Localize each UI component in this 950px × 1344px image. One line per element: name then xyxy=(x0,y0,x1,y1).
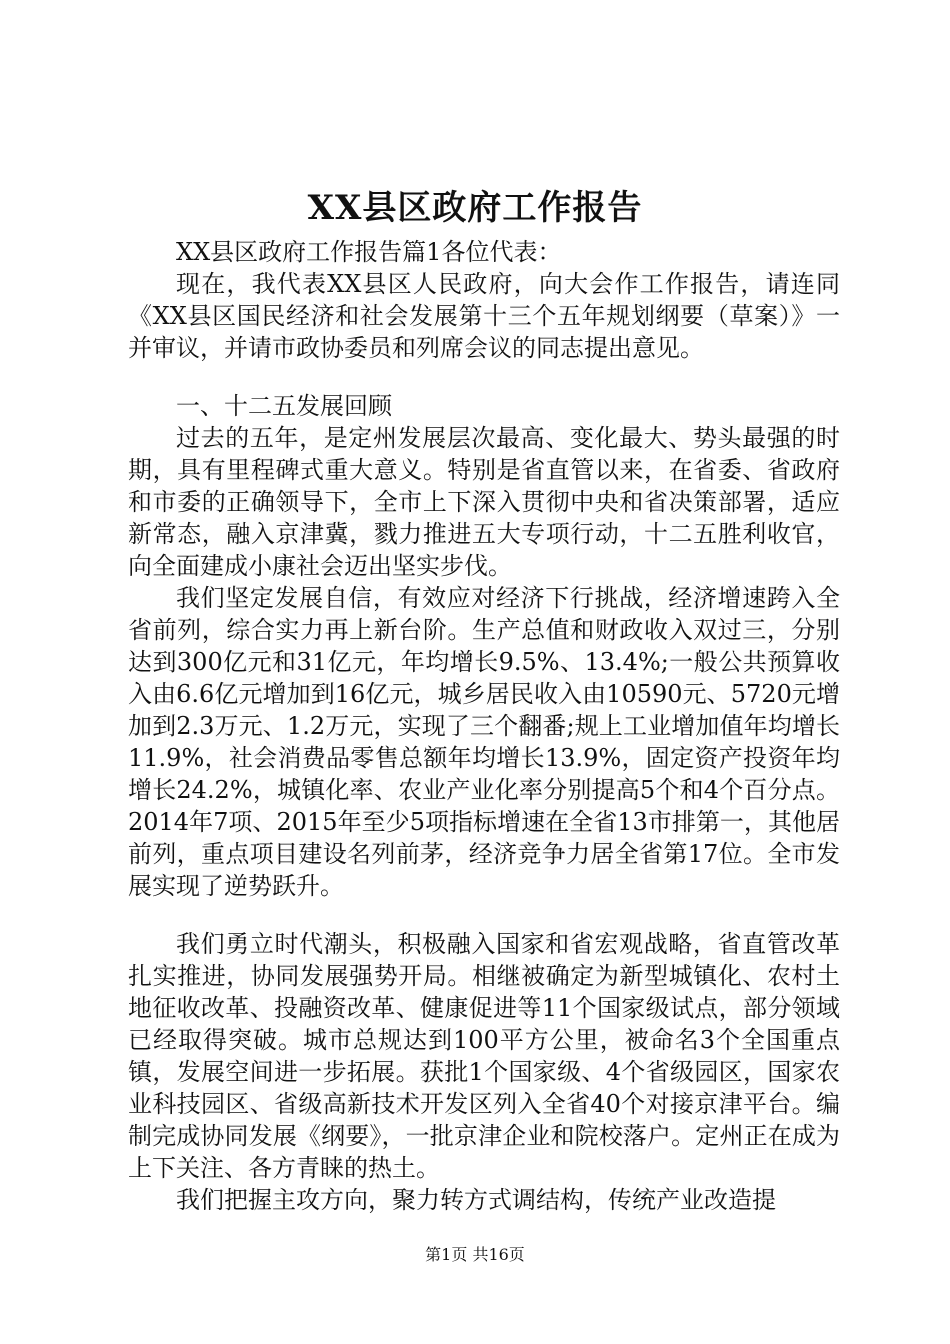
paragraph-transformation: 我们把握主攻方向，聚力转方式调结构，传统产业改造提 xyxy=(176,1186,776,1214)
paragraph-review: 过去的五年，是定州发展层次最高、变化最大、势头最强的时期，具有里程碑式重大意义。特别是省直管以来，在省委、省政府和市委的正确领导下，全市上下深入贯彻中央和省决策部署，适应新常态，融入京津冀，戮力推进五大专项行动，十二五胜利收官，向全面建成小康社会迈出坚实步伐。 xyxy=(128,424,840,580)
paragraph-intro: 现在，我代表XX县区人民政府，向大会作工作报告，请连同《XX县区国民经济和社会发展第十三个五年规划纲要（草案）》一并审议，并请市政协委员和列席会议的同志提出意见。 xyxy=(128,270,840,362)
document-title: XX县区政府工作报告 xyxy=(307,188,643,228)
paragraph-greeting: XX县区政府工作报告篇1各位代表： xyxy=(176,238,562,266)
section-heading: 一、十二五发展回顾 xyxy=(176,392,392,420)
paragraph-economy: 我们坚定发展自信，有效应对经济下行挑战，经济增速跨入全省前列，综合实力再上新台阶。生产总值和财政收入双过三，分别达到300亿元和31亿元，年均增长9.5%、13.4%;一般公共预算收入由6.6亿元增加到16亿元，城乡居民收入由10590元、5720元增加到2.3万元、1.2万元，实现了三个翻番;规上工业增加值年均增长11.9%，社会消费品零售总额年均增长13.9%，固定资产投资年均增长24.2%，城镇化率、农业产业化率分别提高5个和4个百分点。2014年7项、2015年至少5项指标增速在全省13市排第一，其他居前列，重点项目建设名列前茅，经济竞争力居全省第17位。全市发展实现了逆势跃升。 xyxy=(128,584,840,900)
page-footer: 第1页 共16页 xyxy=(425,1245,525,1264)
paragraph-strategy: 我们勇立时代潮头，积极融入国家和省宏观战略，省直管改革扎实推进，协同发展强势开局。相继被确定为新型城镇化、农村土地征收改革、投融资改革、健康促进等11个国家级试点，部分领域已经取得突破。城市总规达到100平方公里，被命名3个全国重点镇，发展空间进一步拓展。获批1个国家级、4个省级园区，国家农业科技园区、省级高新技术开发区列入全省40个对接京津平台。编制完成协同发展《纲要》，一批京津企业和院校落户。定州正在成为上下关注、各方青睐的热土。 xyxy=(128,930,840,1182)
document-body xyxy=(128,236,840,1216)
